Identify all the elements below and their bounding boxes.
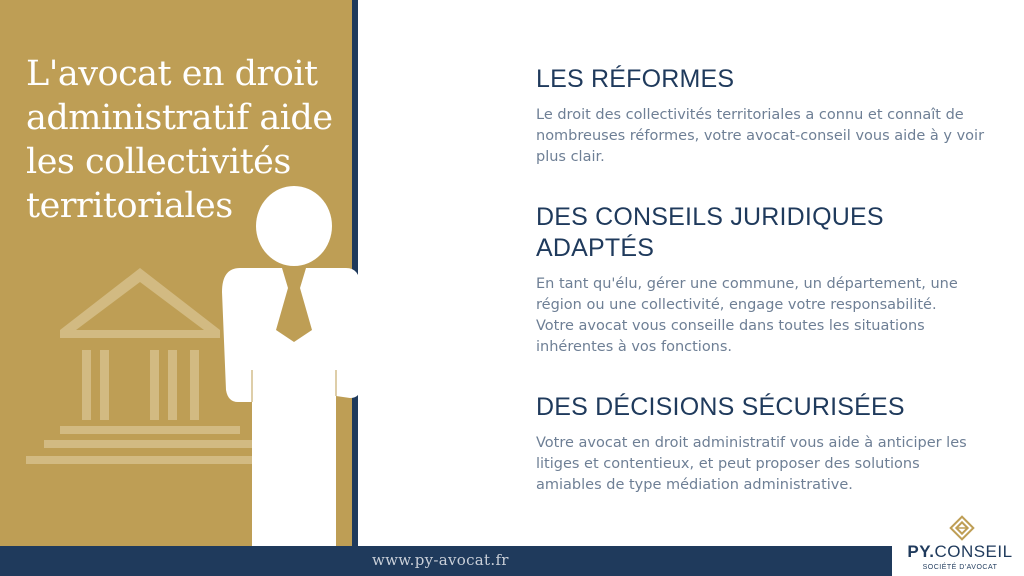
section-heading: DES CONSEILS JURIDIQUES ADAPTÉS (536, 203, 884, 262)
lawyer-figure-icon (222, 186, 360, 546)
footer-url[interactable]: www.py-avocat.fr (372, 551, 509, 569)
py-conseil-logo-icon (946, 512, 978, 544)
content-column (536, 64, 986, 530)
logo-tagline: SOCIÉTÉ D'AVOCAT (922, 564, 998, 571)
section-reformes (536, 64, 986, 168)
lawyer-courthouse-illustration (0, 170, 365, 546)
hero-title: L'avocat en droit administratif aide les collectivités territoriales (26, 54, 333, 226)
py-conseil-logo (898, 508, 1022, 574)
section-body: Le droit des collectivités territoriales a connu et connaît de nombreuses réformes, votre avocat-conseil vous aide à y voir plus clair. (536, 107, 985, 165)
section-body: Votre avocat en droit administratif vous aide à anticiper les litiges et contentieux, et peut proposer des solutions amiables de type médiation administrative. (536, 435, 967, 493)
section-heading: DES DÉCISIONS SÉCURISÉES (536, 393, 905, 421)
section-heading: LES RÉFORMES (536, 65, 735, 93)
section-conseils (536, 202, 986, 358)
section-decisions (536, 392, 986, 496)
logo-wordmark: PY.CONSEIL (907, 542, 1013, 561)
section-body: En tant qu'élu, gérer une commune, un département, une région ou une collectivité, engage votre responsabilité. Votre avocat vous conseille dans toutes les situations inhérentes à vos fonctions. (536, 276, 958, 355)
